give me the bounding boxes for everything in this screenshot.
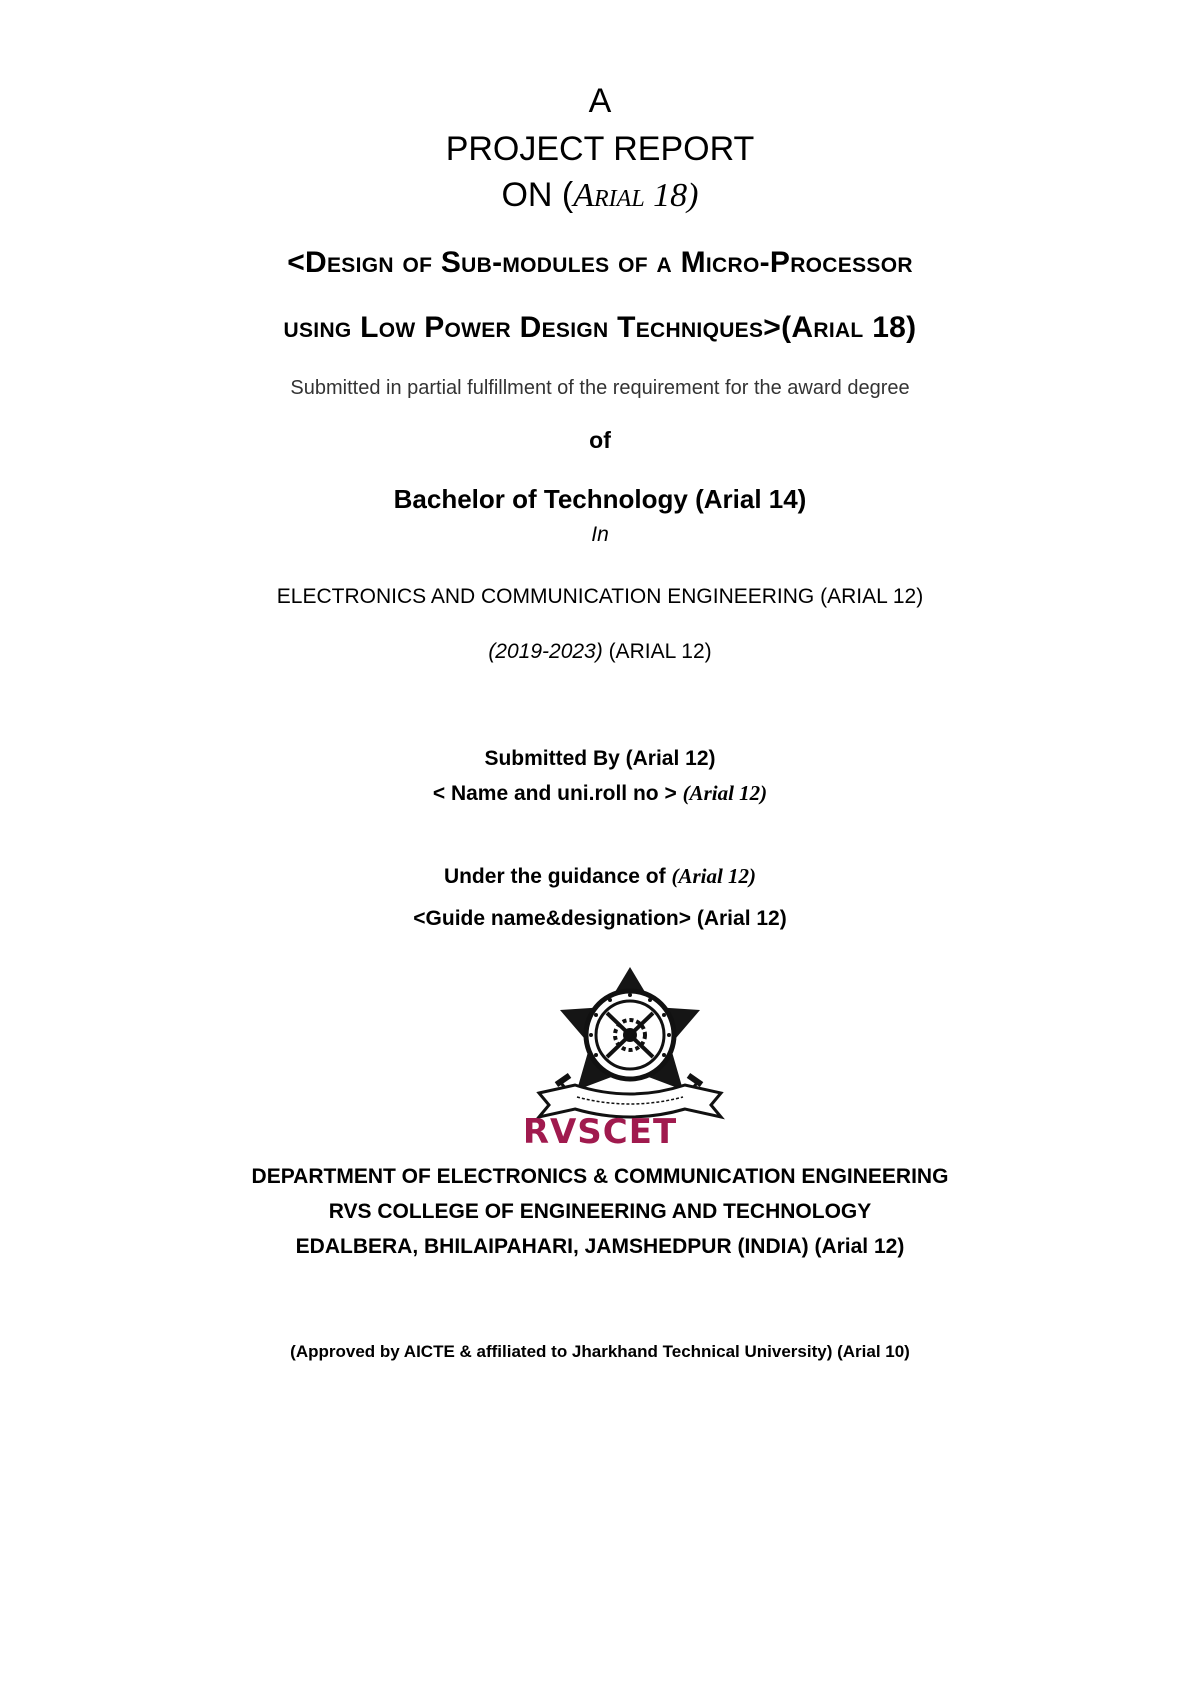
name-roll-line [0, 781, 1200, 806]
college-name: RVS COLLEGE OF ENGINEERING AND TECHNOLOGY [328, 1200, 872, 1223]
in-text: In [591, 523, 609, 546]
cover-project-report: PROJECT REPORT [445, 130, 755, 168]
name-roll-font-note: (Arial 12) [682, 781, 768, 805]
submitted-text: Submitted in partial fulfillment of the requirement for the award degree [290, 377, 910, 399]
batch-years-line [0, 640, 1200, 664]
submitted-by: Submitted By (Arial 12) [484, 747, 716, 770]
batch-years-font-note: (ARIAL 12) [602, 640, 712, 663]
approval-note: (Approved by AICTE & affiliated to Jharkhand Technical University) (Arial 10) [290, 1342, 910, 1361]
department-name: DEPARTMENT OF ELECTRONICS & COMMUNICATION ENGINEERING [251, 1165, 949, 1188]
batch-years: (2019-2023) [488, 640, 603, 663]
guidance: Under the guidance of [443, 865, 672, 888]
cover-on-line [0, 176, 1200, 215]
cover-line-a: A [588, 82, 612, 120]
cover-on-font-note: Arial 18) [573, 177, 699, 214]
guidance-line [0, 864, 1200, 889]
college-address: EDALBERA, BHILAIPAHARI, JAMSHEDPUR (INDIA) (Arial 12) [295, 1235, 905, 1258]
report-title-line-2: using Low Power Design Techniques>(Arial 18) [283, 311, 917, 344]
cover-on: ON ( [501, 176, 574, 214]
guidance-font-note: (Arial 12) [671, 864, 757, 888]
guide-name: <Guide name&designation> (Arial 12) [413, 907, 787, 930]
branch-name: ELECTRONICS AND COMMUNICATION ENGINEERING (ARIAL 12) [276, 585, 924, 608]
of-text: of [589, 427, 611, 453]
name-roll: < Name and uni.roll no > [432, 782, 683, 805]
degree-name: Bachelor of Technology (Arial 14) [393, 484, 807, 514]
report-title-line-1: <Design of Sub-modules of a Micro-Processor [287, 246, 913, 279]
college-logo-text: RVSCET [522, 1112, 678, 1152]
